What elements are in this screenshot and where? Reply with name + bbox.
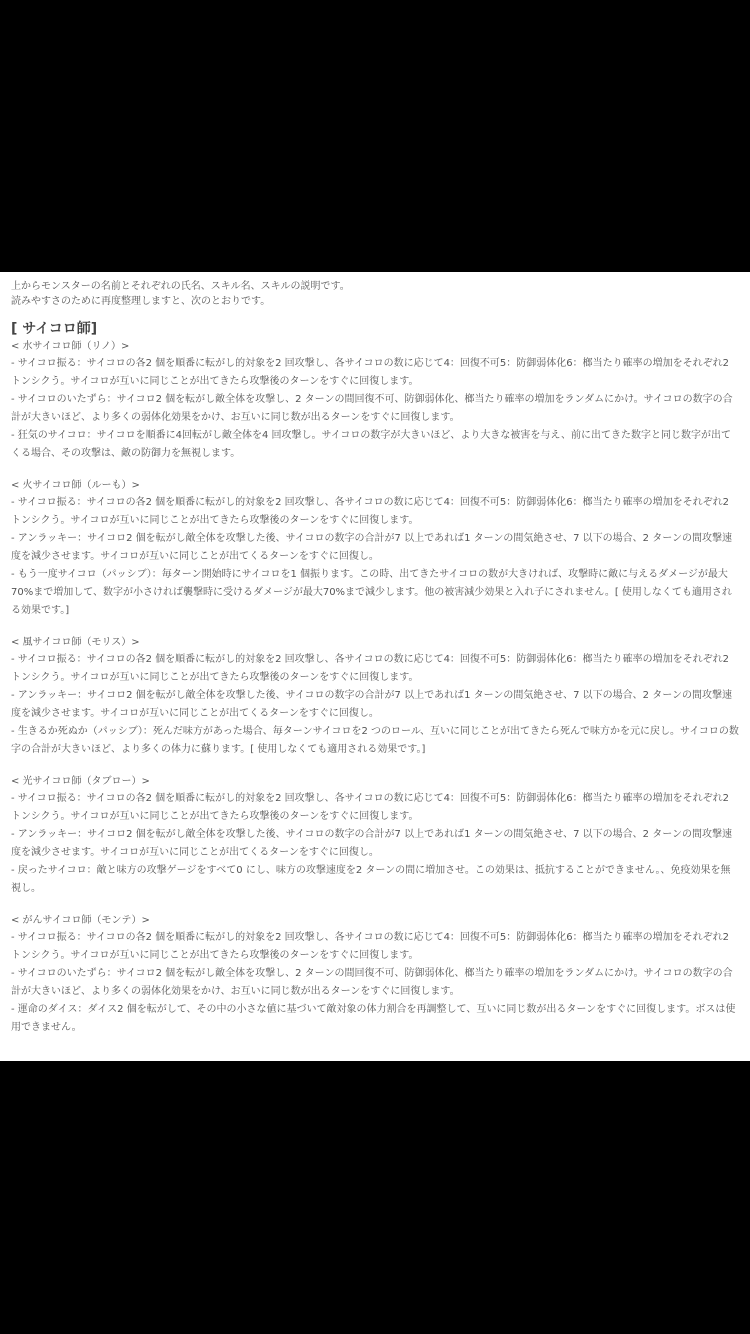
monster-name: < 光サイコロ師（タブロー）> — [11, 776, 150, 787]
skill-description: - アンラッキー：サイコロ2 個を転がし敵全体を攻撃した後、サイコロの数字の合計が7 以上であれば1 ターンの間気絶させ、7 以下の場合、2 ターンの間攻撃速度を減少させます。サイコロが互いに同じことが出てくるターンをすぐに回復し。 — [11, 690, 732, 719]
monster-section-water — [11, 339, 740, 463]
section-heading: [ サイコロ師] — [11, 321, 98, 337]
skill-description: - サイコロ振る：サイコロの各2 個を順番に転がし的対象を2 回攻撃し、各サイコロの数に応じて4：回復不可5：防御弱体化6：榔当たり確率の増加をそれぞれ2 トンシクう。サイコロが互いに同じことが出てきたら攻撃後のターンをすぐに回復します。 — [11, 654, 730, 683]
skill-description: - アンラッキー：サイコロ2 個を転がし敵全体を攻撃した後、サイコロの数字の合計が7 以上であれば1 ターンの間気絶させ、7 以下の場合、2 ターンの間攻撃速度を減少させます。サイコロが互いに同じことが出てくるターンをすぐに回復し。 — [11, 533, 732, 562]
monster-section-fire — [11, 478, 740, 620]
intro — [11, 279, 740, 309]
monster-section-wind — [11, 635, 740, 759]
skill-description: - サイコロ振る：サイコロの各2 個を順番に転がし的対象を2 回攻撃し、各サイコロの数に応じて4：回復不可5：防御弱体化6：榔当たり確率の増加をそれぞれ2 トンシクう。サイコロが互いに同じことが出てきたら攻撃後のターンをすぐに回復します。 — [11, 358, 730, 387]
monster-name: < 火サイコロ師（ルーも）> — [11, 480, 140, 491]
skill-description: - 狂気のサイコロ：サイコロを順番に4回転がし敵全体を4 回攻撃し。サイコロの数字が大きいほど、より大きな被害を与え、前に出てきた数字と同じ数字が出てくる場合、その攻撃は、敵の防御力を無視します。 — [11, 430, 731, 459]
monster-section-light — [11, 774, 740, 898]
monster-name: < がんサイコロ師（モンテ）> — [11, 915, 150, 926]
skill-description: - サイコロのいたずら：サイコロ2 個を転がし敵全体を攻撃し、2 ターンの間回復不可、防御弱体化、榔当たり確率の増加をランダムにかけ。サイコロの数字の合計が大きいほど、より多くの弱体化効果をかけ、お互いに同じ数が出るターンをすぐに回復します。 — [11, 968, 733, 997]
monster-section-dark — [11, 913, 740, 1037]
article-panel — [0, 272, 750, 1061]
skill-description: - 運命のダイス：ダイス2 個を転がして、その中の小さな値に基づいて敵対象の体力割合を再調整して、互いに同じ数が出るターンをすぐに回復します。ボスは使用できません。 — [11, 1004, 736, 1033]
skill-description: - 戻ったサイコロ：敵と味方の攻撃ゲージをすべて0 にし、味方の攻撃速度を2 ターンの間に増加させ。この効果は、抵抗することができません。、免疫効果を無視し。 — [11, 865, 731, 894]
skill-description: - サイコロのいたずら：サイコロ2 個を転がし敵全体を攻撃し、2 ターンの間回復不可、防御弱体化、榔当たり確率の増加をランダムにかけ。サイコロの数字の合計が大きいほど、より多くの弱体化効果をかけ、お互いに同じ数が出るターンをすぐに回復します。 — [11, 394, 733, 423]
monster-name: < 水サイコロ師（リノ）> — [11, 341, 130, 352]
skill-description: - サイコロ振る：サイコロの各2 個を順番に転がし的対象を2 回攻撃し、各サイコロの数に応じて4：回復不可5：防御弱体化6：榔当たり確率の増加をそれぞれ2 トンシクう。サイコロが互いに同じことが出てきたら攻撃後のターンをすぐに回復します。 — [11, 793, 730, 822]
monster-name: < 風サイコロ師（モリス）> — [11, 637, 140, 648]
skill-description: - もう一度サイコロ（パッシブ）：毎ターン開始時にサイコロを1 個振ります。この時、出てきたサイコロの数が大きければ、攻撃時に敵に与えるダメージが最大70%まで増加して、数字が小さければ襲撃時に受けるダメージが最大70%まで減少します。他の被害減少効果と入れ子にされません。[ 使用しなくても適用される効果です。] — [11, 569, 732, 616]
skill-description: - サイコロ振る：サイコロの各2 個を順番に転がし的対象を2 回攻撃し、各サイコロの数に応じて4：回復不可5：防御弱体化6：榔当たり確率の増加をそれぞれ2 トンシクう。サイコロが互いに同じことが出てきたら攻撃後のターンをすぐに回復します。 — [11, 497, 730, 526]
skill-description: - 生きるか死ぬか（パッシブ）：死んだ味方があった場合、毎ターンサイコロを2 つのロール、互いに同じことが出てきたら死んで味方かを元に戻し。サイコロの数字の合計が大きいほど、より多くの体力に蘇ります。[ 使用しなくても適用される効果です。] — [11, 726, 739, 755]
intro-line: 上からモンスターの名前とそれぞれの氏名、スキル名、スキルの説明です。 — [11, 281, 350, 292]
skill-description: - サイコロ振る：サイコロの各2 個を順番に転がし的対象を2 回攻撃し、各サイコロの数に応じて4：回復不可5：防御弱体化6：榔当たり確率の増加をそれぞれ2 トンシクう。サイコロが互いに同じことが出てきたら攻撃後のターンをすぐに回復します。 — [11, 932, 730, 961]
skill-description: - アンラッキー：サイコロ2 個を転がし敵全体を攻撃した後、サイコロの数字の合計が7 以上であれば1 ターンの間気絶させ、7 以下の場合、2 ターンの間攻撃速度を減少させます。サイコロが互いに同じことが出てくるターンをすぐに回復し。 — [11, 829, 732, 858]
intro-line: 読みやすさのために再度整理しますと、次のとおりです。 — [11, 296, 271, 307]
